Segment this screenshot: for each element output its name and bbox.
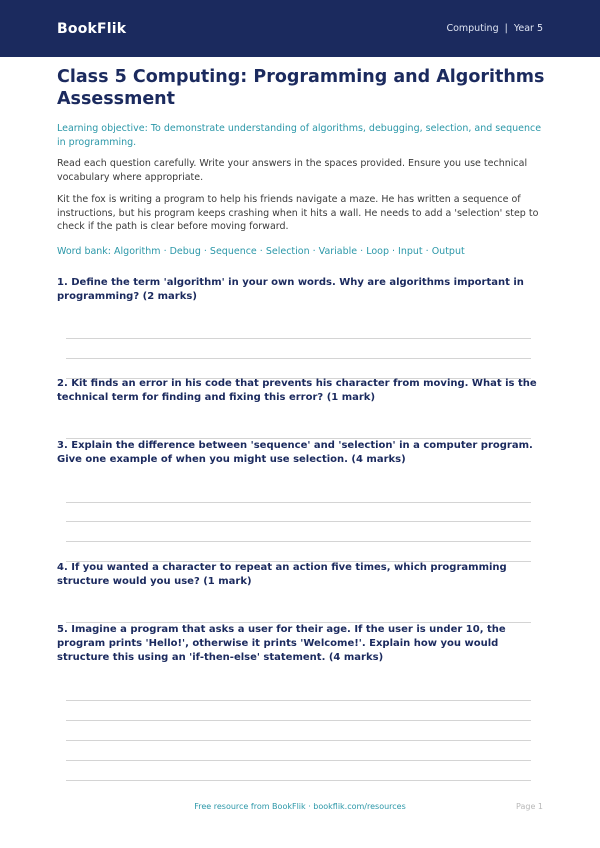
learning-objective: Learning objective: To demonstrate understanding of algorithms, debugging, selection, and sequence in programming. <box>57 123 542 148</box>
question-1: 1. Define the term 'algorithm' in your own words. Why are algorithms important in programming? (2 marks) <box>57 277 524 302</box>
year-label: Year 5 <box>513 23 543 34</box>
scenario-text: Kit the fox is writing a program to help his friends navigate a maze. He has written a sequence of instructions, but his program keeps crashing when it hits a wall. He needs to add a 'selection' step to check if the path is clear before moving forward. <box>57 194 539 232</box>
brand-logo[interactable]: BookFlik <box>57 20 127 37</box>
answer-line[interactable] <box>66 760 531 761</box>
answer-line[interactable] <box>66 541 531 542</box>
answer-line[interactable] <box>66 720 531 721</box>
header-meta <box>446 23 543 34</box>
answer-line[interactable] <box>66 338 531 339</box>
page-title: Class 5 Computing: Programming and Algorithms Assessment <box>57 67 545 109</box>
meta-separator: | <box>504 23 508 34</box>
question-4: 4. If you wanted a character to repeat an action five times, which programming structure would you use? (1 mark) <box>57 562 507 587</box>
answer-line[interactable] <box>66 700 531 701</box>
answer-line[interactable] <box>66 780 531 781</box>
footer-link[interactable]: Free resource from BookFlik · bookflik.com/resources <box>194 802 406 811</box>
answer-line[interactable] <box>66 521 531 522</box>
answer-line[interactable] <box>66 358 531 359</box>
page-number: Page 1 <box>516 802 543 811</box>
answer-line[interactable] <box>66 740 531 741</box>
question-2: 2. Kit finds an error in his code that prevents his character from moving. What is the technical term for finding and fixing this error? (1 mark) <box>57 378 537 403</box>
question-3: 3. Explain the difference between 'sequence' and 'selection' in a computer program. Give one example of when you might use selection. (4 marks) <box>57 440 533 465</box>
subject-label: Computing <box>446 23 499 34</box>
question-5: 5. Imagine a program that asks a user for their age. If the user is under 10, the program prints 'Hello!', otherwise it prints 'Welcome!'. Explain how you would structure this using an 'if-then-else' statement. (4 marks) <box>57 624 506 663</box>
word-bank: Word bank: Algorithm · Debug · Sequence · Selection · Variable · Loop · Input · Output <box>57 246 465 257</box>
instructions-text: Read each question carefully. Write your answers in the spaces provided. Ensure you use technical vocabulary where appropriate. <box>57 158 528 183</box>
page-header <box>0 0 600 57</box>
answer-line[interactable] <box>66 502 531 503</box>
